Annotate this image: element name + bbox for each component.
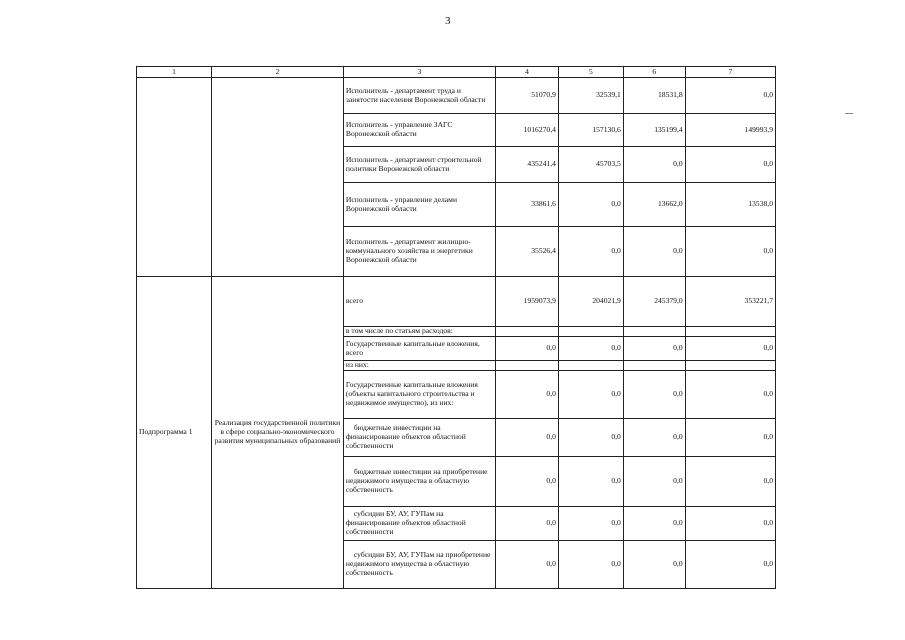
value-cell: 149993,9 xyxy=(685,114,775,147)
value-cell: 0,0 xyxy=(685,371,775,419)
value-cell: 0,0 xyxy=(685,457,775,507)
page-number: 3 xyxy=(445,15,451,27)
value-cell: 45703,5 xyxy=(558,147,623,183)
value-cell: 0,0 xyxy=(558,337,623,361)
value-cell: 435241,4 xyxy=(496,147,559,183)
value-cell xyxy=(623,327,685,337)
value-cell: 0,0 xyxy=(623,507,685,541)
value-cell: 13538,0 xyxy=(685,183,775,227)
column-header: 3 xyxy=(343,67,495,78)
row-description: Исполнитель - управление делами Воронежской области xyxy=(343,183,495,227)
value-cell: 135199,4 xyxy=(623,114,685,147)
budget-table xyxy=(136,66,776,589)
row-description: Исполнитель - департамент строительной политики Воронежской области xyxy=(343,147,495,183)
value-cell xyxy=(623,361,685,371)
column-header: 4 xyxy=(496,67,559,78)
value-cell: 51070,9 xyxy=(496,78,559,114)
table-row xyxy=(137,277,776,327)
value-cell: 0,0 xyxy=(623,227,685,277)
column-header: 1 xyxy=(137,67,212,78)
value-cell: 0,0 xyxy=(496,419,559,457)
column-header: 2 xyxy=(212,67,344,78)
value-cell xyxy=(496,327,559,337)
value-cell xyxy=(496,361,559,371)
value-cell: 18531,8 xyxy=(623,78,685,114)
value-cell xyxy=(685,327,775,337)
value-cell: 32539,1 xyxy=(558,78,623,114)
column-header: 6 xyxy=(623,67,685,78)
value-cell: 1959073,9 xyxy=(496,277,559,327)
value-cell: 0,0 xyxy=(558,507,623,541)
value-cell: 0,0 xyxy=(496,371,559,419)
row-description: Государственные капитальные вложения (объекты капитального строительства и недвижимое имущество), из них: xyxy=(343,371,495,419)
value-cell: 0,0 xyxy=(623,371,685,419)
value-cell: 0,0 xyxy=(685,419,775,457)
table-row xyxy=(137,78,776,114)
value-cell: 0,0 xyxy=(558,457,623,507)
empty-cell xyxy=(212,78,344,277)
value-cell: 0,0 xyxy=(623,147,685,183)
value-cell xyxy=(558,361,623,371)
value-cell: 13662,0 xyxy=(623,183,685,227)
value-cell: 245379,0 xyxy=(623,277,685,327)
value-cell xyxy=(685,361,775,371)
value-cell: 0,0 xyxy=(623,541,685,589)
value-cell: 0,0 xyxy=(496,457,559,507)
value-cell: 0,0 xyxy=(685,78,775,114)
empty-cell xyxy=(137,78,212,277)
row-description: Государственные капитальные вложения, всего xyxy=(343,337,495,361)
row-description: всего xyxy=(343,277,495,327)
value-cell: 0,0 xyxy=(496,507,559,541)
value-cell: 0,0 xyxy=(685,541,775,589)
row-description: в том числе по статьям расходов: xyxy=(343,327,495,337)
row-description: из них: xyxy=(343,361,495,371)
value-cell: 1016270,4 xyxy=(496,114,559,147)
subprogram-name: Реализация государственной политики в сфере социально-экономического развития муниципальных образований xyxy=(212,277,344,589)
value-cell: 0,0 xyxy=(623,419,685,457)
row-description: бюджетные инвестиции на приобретение недвижимого имущества в областную собственность xyxy=(343,457,495,507)
row-description: субсидии БУ, АУ, ГУПам на финансирование объектов областной собственности xyxy=(343,507,495,541)
column-header: 7 xyxy=(685,67,775,78)
table-header-row xyxy=(137,67,776,78)
scan-mark xyxy=(845,113,853,114)
row-description: бюджетные инвестиции на финансирование объектов областной собственности xyxy=(343,419,495,457)
value-cell: 0,0 xyxy=(685,227,775,277)
value-cell: 0,0 xyxy=(558,541,623,589)
value-cell: 0,0 xyxy=(685,507,775,541)
value-cell: 0,0 xyxy=(496,337,559,361)
value-cell: 0,0 xyxy=(623,457,685,507)
value-cell: 0,0 xyxy=(558,371,623,419)
column-header: 5 xyxy=(558,67,623,78)
value-cell xyxy=(558,327,623,337)
value-cell: 0,0 xyxy=(558,227,623,277)
value-cell: 33861,6 xyxy=(496,183,559,227)
row-description: Исполнитель - управление ЗАГС Воронежской области xyxy=(343,114,495,147)
value-cell: 0,0 xyxy=(558,419,623,457)
subprogram-code: Подпрограмма 1 xyxy=(137,277,212,589)
value-cell: 157130,6 xyxy=(558,114,623,147)
value-cell: 0,0 xyxy=(496,541,559,589)
row-description: Исполнитель - департамент жилищно-коммунального хозяйства и энергетики Воронежской области xyxy=(343,227,495,277)
value-cell: 0,0 xyxy=(558,183,623,227)
value-cell: 204021,9 xyxy=(558,277,623,327)
value-cell: 35526,4 xyxy=(496,227,559,277)
value-cell: 0,0 xyxy=(685,147,775,183)
value-cell: 353221,7 xyxy=(685,277,775,327)
value-cell: 0,0 xyxy=(623,337,685,361)
value-cell: 0,0 xyxy=(685,337,775,361)
row-description: Исполнитель - департамент труда и занятости населения Воронежской области xyxy=(343,78,495,114)
row-description: субсидии БУ, АУ, ГУПам на приобретение недвижимого имущества в областную собственность xyxy=(343,541,495,589)
